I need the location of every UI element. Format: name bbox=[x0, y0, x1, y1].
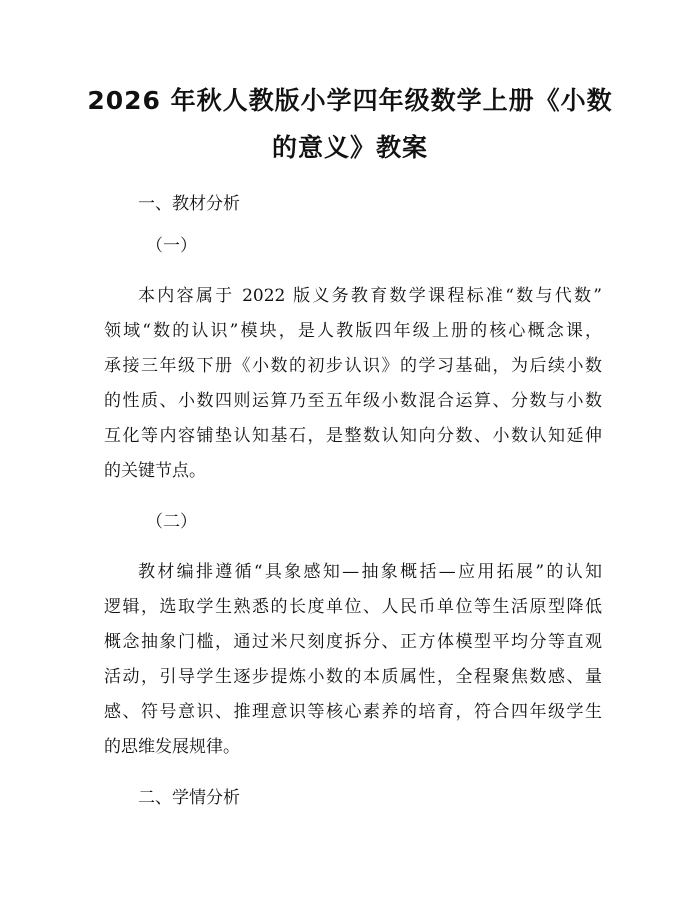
paragraph-2-line: 感、符号意识、推理意识等核心素养的培育，符合四年级学生 bbox=[104, 702, 602, 722]
document-title-line-2: 的意义》教案 bbox=[271, 133, 428, 162]
document-title-line-1: 2026 年秋人教版小学四年级数学上册《小数 bbox=[87, 86, 613, 115]
subsection-heading-1: （一） bbox=[146, 236, 197, 256]
section-heading-textbook-analysis: 一、教材分析 bbox=[138, 194, 240, 214]
paragraph-1-line: 本内容属于 2022 版义务教育数学课程标准“数与代数” bbox=[138, 286, 602, 306]
subsection-heading-2: （二） bbox=[146, 512, 197, 532]
paragraph-1-line: 的性质、小数四则运算乃至五年级小数混合运算、分数与小数 bbox=[104, 391, 602, 411]
paragraph-2-line: 逻辑，选取学生熟悉的长度单位、人民币单位等生活原型降低 bbox=[104, 597, 602, 617]
section-heading-learner-analysis: 二、学情分析 bbox=[138, 788, 240, 808]
paragraph-2-line: 概念抽象门槛，通过米尺刻度拆分、正方体模型平均分等直观 bbox=[104, 632, 602, 652]
paragraph-2-line: 的思维发展规律。 bbox=[104, 737, 240, 757]
paragraph-2-line: 教材编排遵循“具象感知—抽象概括—应用拓展”的认知 bbox=[138, 562, 602, 582]
paragraph-1-line: 承接三年级下册《小数的初步认识》的学习基础，为后续小数 bbox=[104, 356, 602, 376]
paragraph-2-line: 活动，引导学生逐步提炼小数的本质属性，全程聚焦数感、量 bbox=[104, 667, 602, 687]
paragraph-1-line: 领域“数的认识”模块，是人教版四年级上册的核心概念课， bbox=[104, 321, 602, 341]
paragraph-1-line: 的关键节点。 bbox=[104, 461, 206, 481]
paragraph-1-line: 互化等内容铺垫认知基石，是整数认知向分数、小数认知延伸 bbox=[104, 426, 602, 446]
